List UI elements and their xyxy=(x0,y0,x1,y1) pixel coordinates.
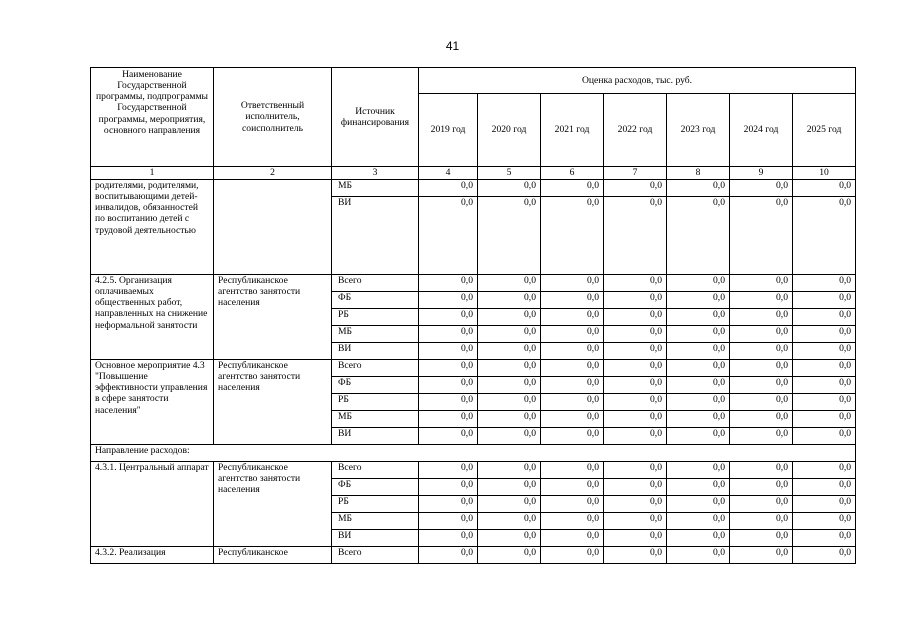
responsible-executor: Республиканское xyxy=(214,547,332,564)
cost-value: 0,0 xyxy=(793,377,856,394)
column-number: 4 xyxy=(419,167,478,180)
section-label: Направление расходов: xyxy=(91,445,856,462)
column-number: 9 xyxy=(730,167,793,180)
cost-value: 0,0 xyxy=(541,513,604,530)
cost-value: 0,0 xyxy=(419,547,478,564)
cost-value: 0,0 xyxy=(419,275,478,292)
header-source: Источник финансирования xyxy=(332,68,419,167)
cost-value: 0,0 xyxy=(478,496,541,513)
cost-value: 0,0 xyxy=(419,180,478,197)
column-number: 1 xyxy=(91,167,214,180)
cost-value: 0,0 xyxy=(730,360,793,377)
cost-value: 0,0 xyxy=(730,547,793,564)
cost-value: 0,0 xyxy=(541,326,604,343)
column-number: 7 xyxy=(604,167,667,180)
cost-value: 0,0 xyxy=(541,180,604,197)
cost-value: 0,0 xyxy=(419,462,478,479)
funding-source: МБ xyxy=(332,513,419,530)
cost-value: 0,0 xyxy=(419,309,478,326)
cost-value: 0,0 xyxy=(667,292,730,309)
cost-value: 0,0 xyxy=(478,394,541,411)
column-number: 8 xyxy=(667,167,730,180)
cost-value: 0,0 xyxy=(604,326,667,343)
cost-value: 0,0 xyxy=(478,462,541,479)
cost-value: 0,0 xyxy=(478,197,541,275)
cost-value: 0,0 xyxy=(793,360,856,377)
table-row xyxy=(91,462,856,479)
cost-value: 0,0 xyxy=(730,309,793,326)
cost-value: 0,0 xyxy=(419,326,478,343)
cost-value: 0,0 xyxy=(478,343,541,360)
cost-value: 0,0 xyxy=(604,377,667,394)
cost-value: 0,0 xyxy=(604,275,667,292)
funding-source: МБ xyxy=(332,326,419,343)
cost-value: 0,0 xyxy=(478,275,541,292)
header-year: 2020 год xyxy=(478,94,541,167)
cost-value: 0,0 xyxy=(541,292,604,309)
header-year: 2022 год xyxy=(604,94,667,167)
cost-value: 0,0 xyxy=(730,462,793,479)
responsible-executor: Республиканское агентство занятости населения xyxy=(214,360,332,445)
column-number: 3 xyxy=(332,167,419,180)
cost-value: 0,0 xyxy=(541,394,604,411)
funding-source: ВИ xyxy=(332,343,419,360)
cost-value: 0,0 xyxy=(667,513,730,530)
cost-value: 0,0 xyxy=(667,428,730,445)
section-row xyxy=(91,445,856,462)
measure-name: 4.3.2. Реализация xyxy=(91,547,214,564)
cost-value: 0,0 xyxy=(604,360,667,377)
cost-value: 0,0 xyxy=(604,197,667,275)
cost-value: 0,0 xyxy=(604,292,667,309)
cost-value: 0,0 xyxy=(419,411,478,428)
header-year: 2023 год xyxy=(667,94,730,167)
cost-value: 0,0 xyxy=(667,309,730,326)
header-year: 2021 год xyxy=(541,94,604,167)
page-number: 41 xyxy=(445,39,460,53)
cost-value: 0,0 xyxy=(730,292,793,309)
cost-value: 0,0 xyxy=(793,180,856,197)
funding-source: ФБ xyxy=(332,479,419,496)
cost-value: 0,0 xyxy=(541,496,604,513)
cost-value: 0,0 xyxy=(541,275,604,292)
cost-value: 0,0 xyxy=(478,411,541,428)
table-row xyxy=(91,360,856,377)
cost-value: 0,0 xyxy=(419,513,478,530)
cost-value: 0,0 xyxy=(793,394,856,411)
cost-value: 0,0 xyxy=(667,180,730,197)
header-year: 2019 год xyxy=(419,94,478,167)
cost-value: 0,0 xyxy=(667,326,730,343)
cost-value: 0,0 xyxy=(667,547,730,564)
cost-value: 0,0 xyxy=(604,343,667,360)
cost-value: 0,0 xyxy=(667,530,730,547)
cost-value: 0,0 xyxy=(793,197,856,275)
cost-value: 0,0 xyxy=(541,462,604,479)
cost-value: 0,0 xyxy=(730,496,793,513)
funding-source: МБ xyxy=(332,180,419,197)
cost-value: 0,0 xyxy=(478,309,541,326)
cost-value: 0,0 xyxy=(419,394,478,411)
cost-value: 0,0 xyxy=(604,411,667,428)
cost-value: 0,0 xyxy=(730,343,793,360)
cost-value: 0,0 xyxy=(793,479,856,496)
cost-value: 0,0 xyxy=(667,411,730,428)
column-number: 5 xyxy=(478,167,541,180)
cost-value: 0,0 xyxy=(793,547,856,564)
cost-value: 0,0 xyxy=(604,394,667,411)
funding-source: Всего xyxy=(332,275,419,292)
cost-value: 0,0 xyxy=(541,428,604,445)
cost-value: 0,0 xyxy=(667,343,730,360)
cost-value: 0,0 xyxy=(604,547,667,564)
cost-value: 0,0 xyxy=(793,275,856,292)
cost-value: 0,0 xyxy=(478,360,541,377)
table-row xyxy=(91,180,856,197)
cost-value: 0,0 xyxy=(793,462,856,479)
measure-name: 4.3.1. Центральный аппарат xyxy=(91,462,214,547)
cost-value: 0,0 xyxy=(793,292,856,309)
cost-value: 0,0 xyxy=(419,479,478,496)
cost-value: 0,0 xyxy=(478,513,541,530)
cost-value: 0,0 xyxy=(667,275,730,292)
funding-source: РБ xyxy=(332,394,419,411)
cost-value: 0,0 xyxy=(419,530,478,547)
cost-value: 0,0 xyxy=(478,428,541,445)
cost-value: 0,0 xyxy=(541,309,604,326)
funding-source: Всего xyxy=(332,547,419,564)
cost-value: 0,0 xyxy=(730,394,793,411)
responsible-executor: Республиканское агентство занятости населения xyxy=(214,275,332,360)
funding-source: ВИ xyxy=(332,530,419,547)
funding-source: ФБ xyxy=(332,377,419,394)
cost-value: 0,0 xyxy=(478,479,541,496)
column-number: 10 xyxy=(793,167,856,180)
cost-value: 0,0 xyxy=(604,530,667,547)
cost-value: 0,0 xyxy=(478,292,541,309)
cost-value: 0,0 xyxy=(667,197,730,275)
measure-name: родителями, родителями, воспитывающими детей-инвалидов, обязанностей по воспитанию детей с трудовой деятельностью xyxy=(91,180,214,275)
cost-value: 0,0 xyxy=(730,197,793,275)
cost-value: 0,0 xyxy=(541,197,604,275)
cost-value: 0,0 xyxy=(730,479,793,496)
cost-value: 0,0 xyxy=(419,360,478,377)
funding-source: ВИ xyxy=(332,428,419,445)
cost-value: 0,0 xyxy=(730,326,793,343)
funding-source: РБ xyxy=(332,309,419,326)
cost-value: 0,0 xyxy=(793,326,856,343)
cost-value: 0,0 xyxy=(793,496,856,513)
cost-value: 0,0 xyxy=(419,292,478,309)
table-row xyxy=(91,275,856,292)
header-year: 2024 год xyxy=(730,94,793,167)
cost-value: 0,0 xyxy=(478,547,541,564)
funding-source: Всего xyxy=(332,360,419,377)
cost-value: 0,0 xyxy=(730,411,793,428)
cost-value: 0,0 xyxy=(541,479,604,496)
cost-value: 0,0 xyxy=(478,180,541,197)
cost-value: 0,0 xyxy=(667,462,730,479)
measure-name: 4.2.5. Организация оплачиваемых общественных работ, направленных на снижение неформальной занятости xyxy=(91,275,214,360)
header-responsible: Ответственный исполнитель, соисполнитель xyxy=(214,68,332,167)
cost-value: 0,0 xyxy=(419,428,478,445)
cost-value: 0,0 xyxy=(419,496,478,513)
cost-value: 0,0 xyxy=(541,377,604,394)
cost-value: 0,0 xyxy=(541,360,604,377)
cost-value: 0,0 xyxy=(541,530,604,547)
cost-value: 0,0 xyxy=(604,428,667,445)
cost-value: 0,0 xyxy=(730,180,793,197)
cost-value: 0,0 xyxy=(667,479,730,496)
cost-value: 0,0 xyxy=(793,343,856,360)
cost-value: 0,0 xyxy=(478,377,541,394)
funding-source: Всего xyxy=(332,462,419,479)
header-year: 2025 год xyxy=(793,94,856,167)
cost-value: 0,0 xyxy=(419,197,478,275)
cost-value: 0,0 xyxy=(667,394,730,411)
cost-value: 0,0 xyxy=(604,309,667,326)
funding-source: ВИ xyxy=(332,197,419,275)
measure-name: Основное мероприятие 4.3 "Повышение эффективности управления в сфере занятости населения" xyxy=(91,360,214,445)
cost-value: 0,0 xyxy=(793,513,856,530)
column-number: 2 xyxy=(214,167,332,180)
table-row xyxy=(91,547,856,564)
cost-value: 0,0 xyxy=(793,428,856,445)
cost-value: 0,0 xyxy=(793,411,856,428)
cost-value: 0,0 xyxy=(541,411,604,428)
cost-value: 0,0 xyxy=(604,479,667,496)
budget-table xyxy=(90,67,856,564)
column-number: 6 xyxy=(541,167,604,180)
cost-value: 0,0 xyxy=(604,180,667,197)
cost-value: 0,0 xyxy=(730,530,793,547)
cost-value: 0,0 xyxy=(667,377,730,394)
cost-value: 0,0 xyxy=(793,309,856,326)
cost-value: 0,0 xyxy=(541,343,604,360)
responsible-executor xyxy=(214,180,332,275)
cost-value: 0,0 xyxy=(604,462,667,479)
cost-value: 0,0 xyxy=(604,513,667,530)
cost-value: 0,0 xyxy=(604,496,667,513)
funding-source: ФБ xyxy=(332,292,419,309)
cost-value: 0,0 xyxy=(793,530,856,547)
cost-value: 0,0 xyxy=(478,530,541,547)
cost-value: 0,0 xyxy=(419,377,478,394)
header-name: Наименование Государственной программы, подпрограммы Государственной программы, мероприятия, основного направления xyxy=(91,68,214,167)
cost-value: 0,0 xyxy=(730,275,793,292)
cost-value: 0,0 xyxy=(667,360,730,377)
funding-source: РБ xyxy=(332,496,419,513)
cost-value: 0,0 xyxy=(667,496,730,513)
cost-value: 0,0 xyxy=(478,326,541,343)
cost-value: 0,0 xyxy=(730,513,793,530)
cost-value: 0,0 xyxy=(419,343,478,360)
funding-source: МБ xyxy=(332,411,419,428)
header-cost-group: Оценка расходов, тыс. руб. xyxy=(419,68,856,94)
cost-value: 0,0 xyxy=(541,547,604,564)
responsible-executor: Республиканское агентство занятости населения xyxy=(214,462,332,547)
cost-value: 0,0 xyxy=(730,377,793,394)
cost-value: 0,0 xyxy=(730,428,793,445)
